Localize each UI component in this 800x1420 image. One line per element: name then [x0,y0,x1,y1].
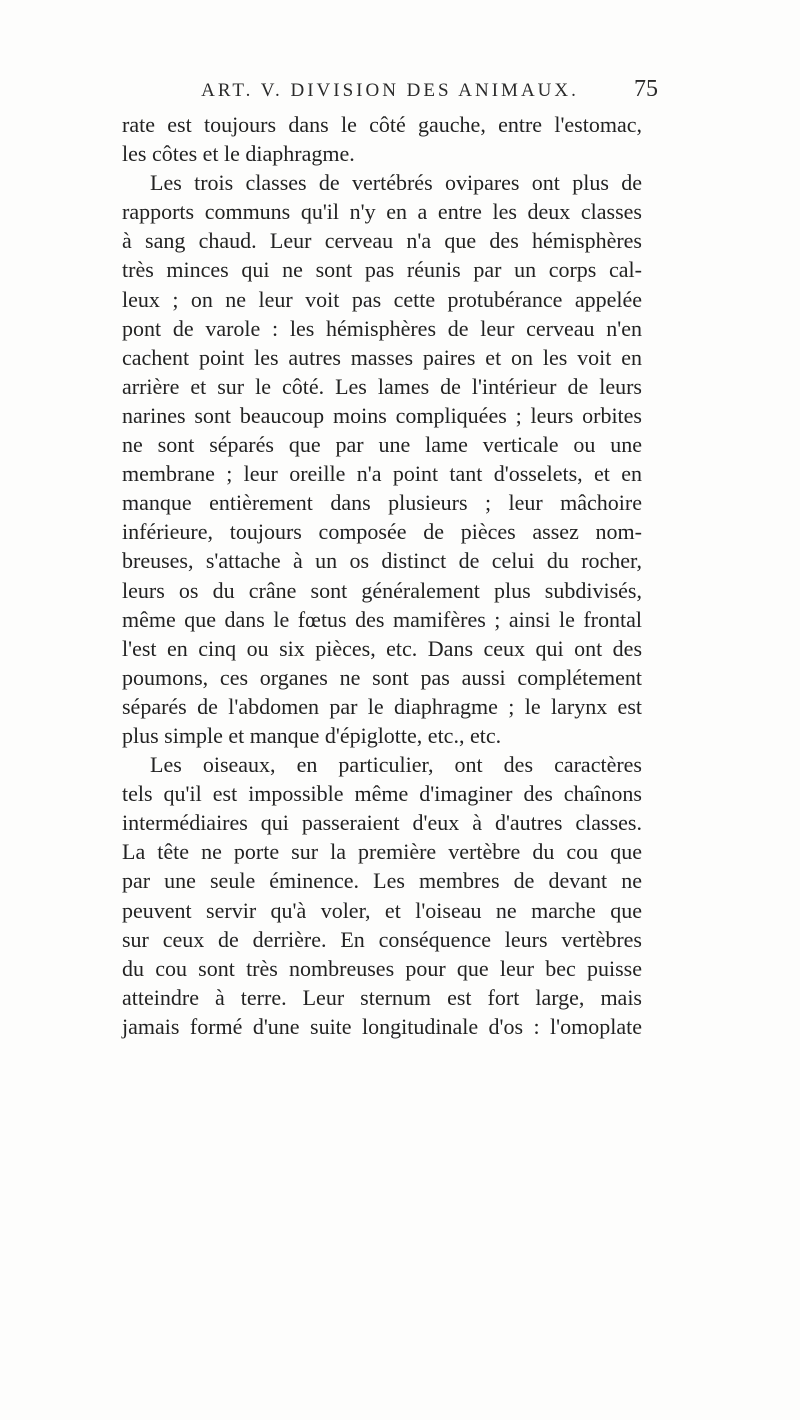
text-line: à sang chaud. Leur cerveau n'a que des hémisphères [122,228,642,254]
text-line: par une seule éminence. Les membres de devant ne [122,868,642,894]
text-line: arrière et sur le côté. Les lames de l'intérieur de leurs [122,373,642,399]
body-text [122,110,642,1041]
text-line: intermédiaires qui passeraient d'eux à d'autres classes. [122,810,642,836]
text-line: sur ceux de derrière. En conséquence leurs vertèbres [122,926,642,952]
text-line: très minces qui ne sont pas réunis par un corps cal- [122,257,642,283]
text-line: rate est toujours dans le côté gauche, entre l'estomac, [122,112,642,137]
text-line: ne sont séparés que par une lame verticale ou une [122,432,642,458]
text-line: leux ; on ne leur voit pas cette protubérance appelée [122,286,642,312]
text-line: poumons, ces organes ne sont pas aussi complétement [122,664,642,690]
text-line: cachent point les autres masses paires et on les voit en [122,344,642,370]
text-line: du cou sont très nombreuses pour que leur bec puisse [122,955,642,981]
text-line: les côtes et le diaphragme. [122,141,355,167]
text-line: Les trois classes de vertébrés ovipares ont plus de [150,170,642,196]
text-line: La tête ne porte sur la première vertèbre du cou que [122,839,642,865]
text-line: même que dans le fœtus des mamifères ; ainsi le frontal [122,606,642,632]
text-line: manque entièrement dans plusieurs ; leur mâchoire [122,490,642,516]
text-line: leurs os du crâne sont généralement plus subdivisés, [122,577,642,603]
text-line: membrane ; leur oreille n'a point tant d'osselets, et en [122,461,642,487]
text-line: pont de varole : les hémisphères de leur cerveau n'en [122,315,642,341]
text-line: peuvent servir qu'à voler, et l'oiseau ne marche que [122,897,642,923]
text-line: Les oiseaux, en particulier, ont des caractères [150,752,642,778]
text-line: atteindre à terre. Leur sternum est fort large, mais [122,984,642,1010]
running-head: ART. V. DIVISION DES ANIMAUX. [201,80,579,101]
text-line: inférieure, toujours composée de pièces assez nom- [122,519,642,545]
page-number: 75 [634,76,658,102]
text-line: l'est en cinq ou six pièces, etc. Dans ceux qui ont des [122,635,642,661]
text-line: jamais formé d'une suite longitudinale d'os : l'omoplate [122,1013,642,1039]
text-line: rapports communs qu'il n'y en a entre les deux classes [122,199,642,225]
text-line: tels qu'il est impossible même d'imaginer des chaînons [122,781,642,807]
text-line: narines sont beaucoup moins compliquées ; leurs orbites [122,402,642,428]
text-line: plus simple et manque d'épiglotte, etc., etc. [122,722,502,748]
text-line: breuses, s'attache à un os distinct de celui du rocher, [122,548,642,574]
text-line: séparés de l'abdomen par le diaphragme ; le larynx est [122,693,642,719]
